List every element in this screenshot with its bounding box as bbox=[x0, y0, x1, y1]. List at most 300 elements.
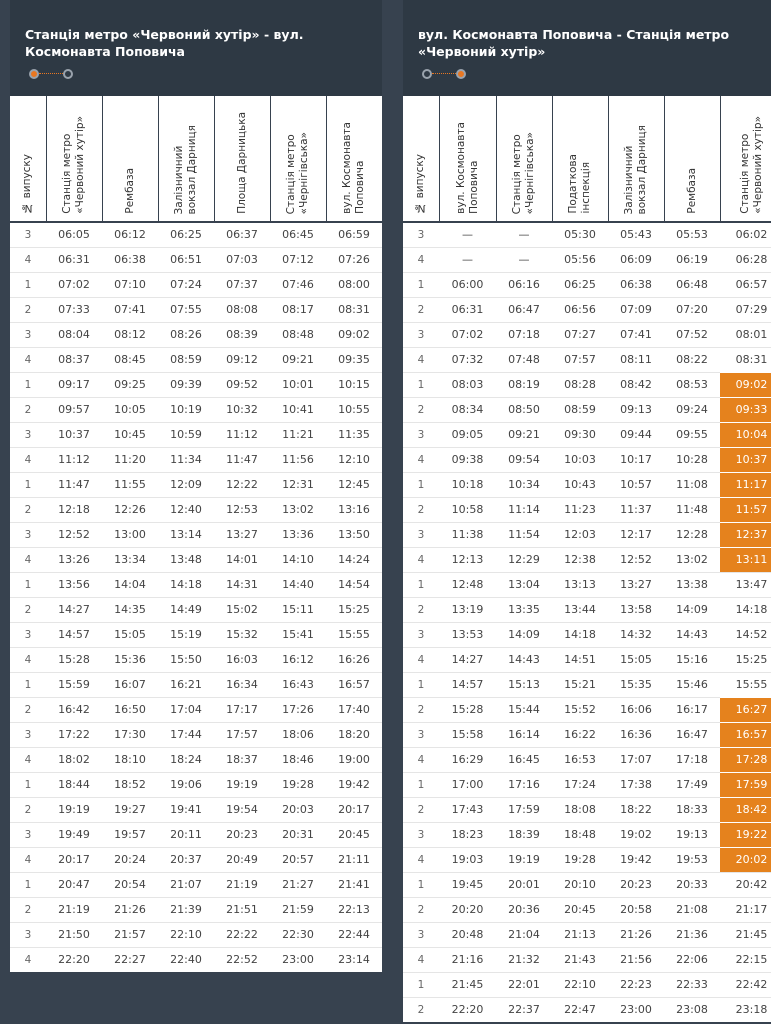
time-cell: 16:57 bbox=[338, 678, 370, 691]
time-cell: 13:27 bbox=[226, 528, 258, 541]
time-cell: 16:53 bbox=[564, 753, 596, 766]
timetable-header-row bbox=[403, 96, 771, 222]
time-cell: 10:41 bbox=[282, 403, 314, 416]
time-cell: 10:17 bbox=[620, 453, 652, 466]
release-number-cell: 4 bbox=[24, 953, 32, 966]
time-cell: 20:45 bbox=[338, 828, 370, 841]
time-cell: 19:41 bbox=[170, 803, 202, 816]
time-cell: 09:02 bbox=[720, 372, 771, 397]
time-cell: 10:34 bbox=[508, 478, 540, 491]
time-cell: 12:37 bbox=[720, 522, 771, 547]
route-direction-icon[interactable] bbox=[422, 69, 468, 81]
time-cell: 18:20 bbox=[338, 728, 370, 741]
time-cell: 21:45 bbox=[735, 928, 768, 941]
time-cell: 08:28 bbox=[564, 378, 596, 391]
time-cell: 21:17 bbox=[735, 903, 768, 916]
time-cell: 11:47 bbox=[58, 478, 90, 491]
column-header: Залізничний вокзал Дарниця bbox=[158, 96, 214, 222]
column-header: вул. Космонавта Поповича bbox=[439, 96, 496, 222]
time-cell: 12:18 bbox=[58, 503, 90, 516]
time-cell: 09:12 bbox=[226, 353, 258, 366]
time-cell: 11:34 bbox=[170, 453, 202, 466]
time-cell: 06:47 bbox=[508, 303, 540, 316]
time-cell: 06:56 bbox=[564, 303, 596, 316]
time-cell: 09:05 bbox=[451, 428, 484, 441]
time-cell: 15:55 bbox=[735, 678, 768, 691]
time-cell: 20:20 bbox=[451, 903, 484, 916]
release-number-cell: 2 bbox=[417, 1003, 425, 1016]
time-cell: 11:35 bbox=[338, 428, 370, 441]
time-cell: 20:33 bbox=[676, 878, 708, 891]
time-cell: 08:19 bbox=[508, 378, 540, 391]
time-cell: 14:52 bbox=[735, 628, 768, 641]
time-cell: 14:57 bbox=[451, 678, 484, 691]
time-cell: 22:13 bbox=[338, 903, 370, 916]
time-cell: 15:28 bbox=[58, 653, 90, 666]
time-cell: 06:16 bbox=[508, 278, 540, 291]
time-cell: 06:09 bbox=[620, 253, 652, 266]
table-row bbox=[403, 572, 771, 597]
time-cell: 13:48 bbox=[170, 553, 202, 566]
release-number-cell: 1 bbox=[24, 578, 32, 591]
time-cell: 13:38 bbox=[676, 578, 708, 591]
time-cell: 13:56 bbox=[58, 578, 90, 591]
column-header: Станція метро «Червоний хутір» bbox=[720, 96, 771, 222]
time-cell: 23:08 bbox=[676, 1003, 708, 1017]
time-cell: 19:53 bbox=[676, 853, 708, 866]
time-cell: 15:58 bbox=[451, 728, 484, 741]
time-cell: 22:15 bbox=[735, 953, 768, 966]
time-cell: 07:12 bbox=[282, 253, 314, 266]
time-cell: 07:57 bbox=[564, 353, 596, 366]
release-number-cell: 1 bbox=[417, 578, 425, 591]
time-cell: 21:45 bbox=[451, 978, 484, 991]
release-number-cell: 2 bbox=[417, 803, 425, 816]
time-cell: 08:22 bbox=[676, 353, 708, 366]
time-cell: 21:50 bbox=[58, 928, 90, 941]
time-cell: 22:10 bbox=[564, 978, 596, 991]
table-row bbox=[10, 472, 382, 497]
table-row bbox=[10, 622, 382, 647]
time-cell: 08:03 bbox=[451, 378, 484, 391]
time-cell: 17:44 bbox=[170, 728, 202, 741]
table-row bbox=[10, 772, 382, 797]
time-cell: 19:57 bbox=[114, 828, 146, 841]
time-cell: 18:06 bbox=[282, 728, 314, 741]
table-row bbox=[10, 697, 382, 722]
release-number-cell: 1 bbox=[24, 878, 32, 891]
time-cell: 22:40 bbox=[170, 953, 202, 967]
time-cell: 08:53 bbox=[676, 378, 708, 391]
time-cell: 22:52 bbox=[226, 953, 258, 967]
table-row bbox=[403, 897, 771, 922]
time-cell: 11:47 bbox=[226, 453, 258, 466]
table-row bbox=[10, 272, 382, 297]
time-cell: 06:31 bbox=[451, 303, 484, 316]
table-row bbox=[10, 822, 382, 847]
time-cell: 20:45 bbox=[564, 903, 596, 916]
time-cell: 07:27 bbox=[564, 328, 596, 341]
time-cell: 15:25 bbox=[338, 603, 370, 616]
time-cell: 21:26 bbox=[620, 928, 652, 941]
time-cell: 06:19 bbox=[676, 253, 708, 266]
time-cell: 21:19 bbox=[58, 903, 90, 916]
time-cell: 12:29 bbox=[508, 553, 540, 566]
table-row bbox=[10, 647, 382, 672]
time-cell: 07:24 bbox=[170, 278, 202, 291]
time-cell: 12:10 bbox=[338, 453, 370, 466]
time-cell: 11:55 bbox=[114, 478, 146, 491]
time-cell: 05:56 bbox=[564, 253, 596, 266]
time-cell: 06:28 bbox=[735, 253, 768, 266]
time-cell: 19:28 bbox=[282, 778, 314, 791]
time-cell: 10:57 bbox=[620, 478, 652, 491]
time-cell: 08:34 bbox=[451, 403, 484, 416]
schedule-panel-right bbox=[403, 0, 771, 1022]
release-number-cell: 4 bbox=[24, 553, 32, 566]
time-cell: 08:12 bbox=[114, 328, 146, 341]
time-cell: 13:53 bbox=[451, 628, 484, 641]
time-cell: 13:02 bbox=[676, 553, 708, 566]
time-cell: 19:42 bbox=[620, 853, 652, 866]
column-header: № випуску bbox=[403, 96, 439, 222]
time-cell: 15:21 bbox=[564, 678, 596, 691]
time-cell: 20:10 bbox=[564, 878, 596, 891]
release-number-cell: 1 bbox=[417, 478, 425, 491]
release-number-cell: 3 bbox=[417, 328, 425, 341]
time-cell: 13:00 bbox=[114, 528, 146, 541]
time-cell: 13:35 bbox=[508, 603, 540, 616]
time-cell: 14:09 bbox=[508, 628, 540, 641]
route-direction-icon[interactable] bbox=[29, 69, 75, 81]
time-cell: 19:27 bbox=[114, 803, 146, 816]
time-cell: 20:42 bbox=[735, 878, 768, 891]
release-number-cell: 4 bbox=[24, 453, 32, 466]
time-cell: 16:06 bbox=[620, 703, 652, 716]
time-cell: 14:43 bbox=[508, 653, 540, 666]
time-cell: 14:18 bbox=[735, 603, 768, 616]
time-cell: 12:38 bbox=[564, 553, 596, 566]
table-row bbox=[10, 222, 382, 247]
time-cell: 07:18 bbox=[508, 328, 540, 341]
table-row bbox=[403, 297, 771, 322]
time-cell: 10:59 bbox=[170, 428, 202, 441]
time-cell: 09:57 bbox=[58, 403, 90, 416]
time-cell: 17:40 bbox=[338, 703, 370, 716]
time-cell: 09:24 bbox=[676, 403, 708, 416]
time-cell: 20:37 bbox=[170, 853, 202, 866]
release-number-cell: 2 bbox=[417, 703, 425, 716]
time-cell: 08:59 bbox=[564, 403, 596, 416]
time-cell: 08:50 bbox=[508, 403, 540, 416]
time-cell: 20:01 bbox=[508, 878, 540, 891]
column-header: Рембаза bbox=[664, 96, 720, 222]
time-cell: 18:22 bbox=[620, 803, 652, 816]
time-cell: 14:18 bbox=[170, 578, 202, 591]
time-cell: 15:59 bbox=[58, 678, 90, 691]
time-cell: 13:36 bbox=[282, 528, 314, 541]
time-cell: 15:52 bbox=[564, 703, 596, 716]
panel-header bbox=[403, 0, 771, 96]
time-cell: 11:14 bbox=[508, 503, 540, 516]
time-cell: 19:03 bbox=[451, 853, 484, 866]
table-row bbox=[10, 447, 382, 472]
time-cell: 08:31 bbox=[338, 303, 370, 316]
table-row bbox=[10, 897, 382, 922]
time-cell: 14:27 bbox=[451, 653, 484, 666]
time-cell: 19:28 bbox=[564, 853, 596, 866]
time-cell: 15:11 bbox=[282, 603, 314, 616]
time-cell: 12:22 bbox=[226, 478, 258, 491]
time-cell: 11:12 bbox=[58, 453, 90, 466]
time-cell: 12:09 bbox=[170, 478, 202, 491]
time-cell: — bbox=[462, 253, 473, 266]
time-cell: 21:59 bbox=[282, 903, 314, 916]
time-cell: 16:57 bbox=[720, 722, 771, 747]
timetable bbox=[403, 96, 771, 1022]
time-cell: 19:49 bbox=[58, 828, 90, 841]
time-cell: 16:07 bbox=[114, 678, 146, 691]
time-cell: 09:39 bbox=[170, 378, 202, 391]
time-cell: 21:32 bbox=[508, 953, 540, 966]
release-number-cell: 2 bbox=[417, 303, 425, 316]
time-cell: 14:18 bbox=[564, 628, 596, 641]
column-header: Станція метро «Чернігівська» bbox=[496, 96, 552, 222]
time-cell: 12:40 bbox=[170, 503, 202, 516]
time-cell: 20:23 bbox=[620, 878, 652, 891]
time-cell: 13:04 bbox=[508, 578, 540, 591]
release-number-cell: 3 bbox=[24, 928, 32, 941]
time-cell: 11:38 bbox=[451, 528, 484, 541]
table-row bbox=[403, 497, 771, 522]
time-cell: 07:55 bbox=[170, 303, 202, 316]
release-number-cell: 4 bbox=[417, 353, 425, 366]
time-cell: 22:47 bbox=[564, 1003, 596, 1017]
table-row bbox=[403, 247, 771, 272]
column-header: Рембаза bbox=[102, 96, 158, 222]
time-cell: 15:25 bbox=[735, 653, 768, 666]
table-row bbox=[403, 272, 771, 297]
column-header: Залізничний вокзал Дарниця bbox=[608, 96, 664, 222]
table-row bbox=[403, 447, 771, 472]
time-cell: 08:01 bbox=[735, 328, 768, 341]
table-row bbox=[10, 672, 382, 697]
time-cell: 08:31 bbox=[735, 353, 768, 366]
time-cell: 13:11 bbox=[720, 547, 771, 572]
time-cell: 06:57 bbox=[735, 278, 768, 291]
time-cell: 14:27 bbox=[58, 603, 90, 616]
time-cell: 20:47 bbox=[58, 878, 90, 891]
time-cell: 19:54 bbox=[226, 803, 258, 816]
time-cell: 06:12 bbox=[114, 228, 146, 242]
table-row bbox=[10, 572, 382, 597]
table-row bbox=[403, 547, 771, 572]
release-number-cell: 4 bbox=[24, 753, 32, 766]
time-cell: 22:10 bbox=[170, 928, 202, 941]
time-cell: 17:22 bbox=[58, 728, 90, 741]
release-number-cell: 3 bbox=[417, 528, 425, 541]
time-cell: 17:07 bbox=[620, 753, 652, 766]
time-cell: 12:48 bbox=[451, 578, 484, 591]
time-cell: 20:17 bbox=[58, 853, 90, 866]
time-cell: 13:02 bbox=[282, 503, 314, 516]
time-cell: 10:18 bbox=[451, 478, 484, 491]
column-header: вул. Космонавта Поповича bbox=[326, 96, 382, 222]
time-cell: 07:41 bbox=[620, 328, 652, 341]
time-cell: 07:03 bbox=[226, 253, 258, 266]
route-title: вул. Космонавта Поповича - Станція метро «Червоний хутір» bbox=[418, 27, 730, 59]
release-number-cell: 2 bbox=[24, 603, 32, 616]
time-cell: 07:33 bbox=[58, 303, 90, 316]
column-header: Площа Дарницька bbox=[214, 96, 270, 222]
time-cell: 10:58 bbox=[451, 503, 484, 516]
time-cell: 12:31 bbox=[282, 478, 314, 491]
release-number-cell: 4 bbox=[417, 753, 425, 766]
release-number-cell: 2 bbox=[24, 903, 32, 916]
time-cell: 22:27 bbox=[114, 953, 146, 967]
time-cell: 15:16 bbox=[676, 653, 708, 666]
time-cell: 14:09 bbox=[676, 603, 708, 616]
release-number-cell: 2 bbox=[24, 703, 32, 716]
table-row bbox=[10, 347, 382, 372]
time-cell: 11:54 bbox=[508, 528, 540, 541]
time-cell: 19:19 bbox=[58, 803, 90, 816]
time-cell: 11:20 bbox=[114, 453, 146, 466]
time-cell: 09:33 bbox=[720, 397, 771, 422]
time-cell: 09:54 bbox=[508, 453, 540, 466]
time-cell: 11:57 bbox=[720, 497, 771, 522]
time-cell: 08:17 bbox=[282, 303, 314, 316]
table-row bbox=[403, 597, 771, 622]
time-cell: 17:04 bbox=[170, 703, 202, 716]
table-row bbox=[403, 472, 771, 497]
time-cell: 17:57 bbox=[226, 728, 258, 741]
time-cell: 16:50 bbox=[114, 703, 146, 716]
time-cell: 06:45 bbox=[282, 228, 314, 242]
time-cell: 10:43 bbox=[564, 478, 596, 491]
time-cell: 16:03 bbox=[226, 653, 258, 666]
time-cell: 13:14 bbox=[170, 528, 202, 541]
time-cell: 14:24 bbox=[338, 553, 370, 566]
time-cell: 06:38 bbox=[114, 253, 146, 266]
release-number-cell: 1 bbox=[417, 278, 425, 291]
time-cell: 06:05 bbox=[58, 228, 90, 242]
time-cell: 18:46 bbox=[282, 753, 314, 766]
time-cell: 17:28 bbox=[720, 747, 771, 772]
time-cell: 07:10 bbox=[114, 278, 146, 291]
time-cell: 07:48 bbox=[508, 353, 540, 366]
time-cell: 11:08 bbox=[676, 478, 708, 491]
table-row bbox=[10, 422, 382, 447]
time-cell: 22:33 bbox=[676, 978, 708, 991]
time-cell: 06:00 bbox=[451, 278, 484, 291]
time-cell: 10:05 bbox=[114, 403, 146, 416]
time-cell: 14:04 bbox=[114, 578, 146, 591]
table-row bbox=[10, 797, 382, 822]
time-cell: 07:52 bbox=[676, 328, 708, 341]
time-cell: 12:45 bbox=[338, 478, 370, 491]
table-row bbox=[10, 297, 382, 322]
release-number-cell: 3 bbox=[417, 628, 425, 641]
time-cell: 18:02 bbox=[58, 753, 90, 766]
time-cell: 09:21 bbox=[508, 428, 540, 441]
time-cell: 07:41 bbox=[114, 303, 146, 316]
table-row bbox=[10, 847, 382, 872]
time-cell: 16:22 bbox=[564, 728, 596, 741]
time-cell: 13:26 bbox=[58, 553, 90, 566]
release-number-cell: 3 bbox=[417, 228, 425, 241]
table-row bbox=[10, 597, 382, 622]
release-number-cell: 4 bbox=[417, 253, 425, 266]
time-cell: 17:49 bbox=[676, 778, 708, 791]
release-number-cell: 2 bbox=[417, 603, 425, 616]
time-cell: 20:11 bbox=[170, 828, 202, 841]
time-cell: 08:48 bbox=[282, 328, 314, 341]
table-row bbox=[10, 497, 382, 522]
time-cell: 10:04 bbox=[720, 422, 771, 447]
time-cell: 13:19 bbox=[451, 603, 484, 616]
time-cell: 19:06 bbox=[170, 778, 202, 791]
time-cell: 19:02 bbox=[620, 828, 652, 841]
table-row bbox=[403, 947, 771, 972]
time-cell: 17:16 bbox=[508, 778, 540, 791]
release-number-cell: 1 bbox=[417, 978, 425, 991]
time-cell: 21:41 bbox=[338, 878, 370, 891]
time-cell: 20:23 bbox=[226, 828, 258, 841]
table-row bbox=[403, 722, 771, 747]
time-cell: 06:37 bbox=[226, 228, 258, 242]
timetable-header-row bbox=[10, 96, 382, 222]
time-cell: 10:01 bbox=[282, 378, 314, 391]
time-cell: 17:59 bbox=[508, 803, 540, 816]
release-number-cell: 1 bbox=[417, 378, 425, 391]
time-cell: 21:56 bbox=[620, 953, 652, 966]
time-cell: 05:53 bbox=[676, 228, 708, 242]
time-cell: 14:40 bbox=[282, 578, 314, 591]
time-cell: 18:44 bbox=[58, 778, 90, 791]
time-cell: 07:46 bbox=[282, 278, 314, 291]
time-cell: 18:37 bbox=[226, 753, 258, 766]
time-cell: 08:00 bbox=[338, 278, 370, 291]
time-cell: 14:35 bbox=[114, 603, 146, 616]
time-cell: 17:59 bbox=[720, 772, 771, 797]
time-cell: 09:55 bbox=[676, 428, 708, 441]
time-cell: 16:12 bbox=[282, 653, 314, 666]
time-cell: 06:31 bbox=[58, 253, 90, 266]
time-cell: 14:54 bbox=[338, 578, 370, 591]
panel-header bbox=[10, 0, 382, 96]
table-row bbox=[403, 822, 771, 847]
release-number-cell: 4 bbox=[24, 653, 32, 666]
time-cell: 18:42 bbox=[720, 797, 771, 822]
release-number-cell: 2 bbox=[24, 803, 32, 816]
release-number-cell: 1 bbox=[24, 678, 32, 691]
time-cell: 13:50 bbox=[338, 528, 370, 541]
time-cell: 21:26 bbox=[114, 903, 146, 916]
time-cell: 15:44 bbox=[508, 703, 540, 716]
release-number-cell: 3 bbox=[24, 328, 32, 341]
release-number-cell: 3 bbox=[24, 528, 32, 541]
table-row bbox=[403, 997, 771, 1022]
table-row bbox=[403, 372, 771, 397]
time-cell: 09:38 bbox=[451, 453, 484, 466]
release-number-cell: 1 bbox=[24, 378, 32, 391]
time-cell: 09:52 bbox=[226, 378, 258, 391]
table-row bbox=[10, 947, 382, 972]
time-cell: 07:29 bbox=[735, 303, 768, 316]
time-cell: 23:14 bbox=[338, 953, 370, 967]
time-cell: 23:00 bbox=[620, 1003, 652, 1017]
